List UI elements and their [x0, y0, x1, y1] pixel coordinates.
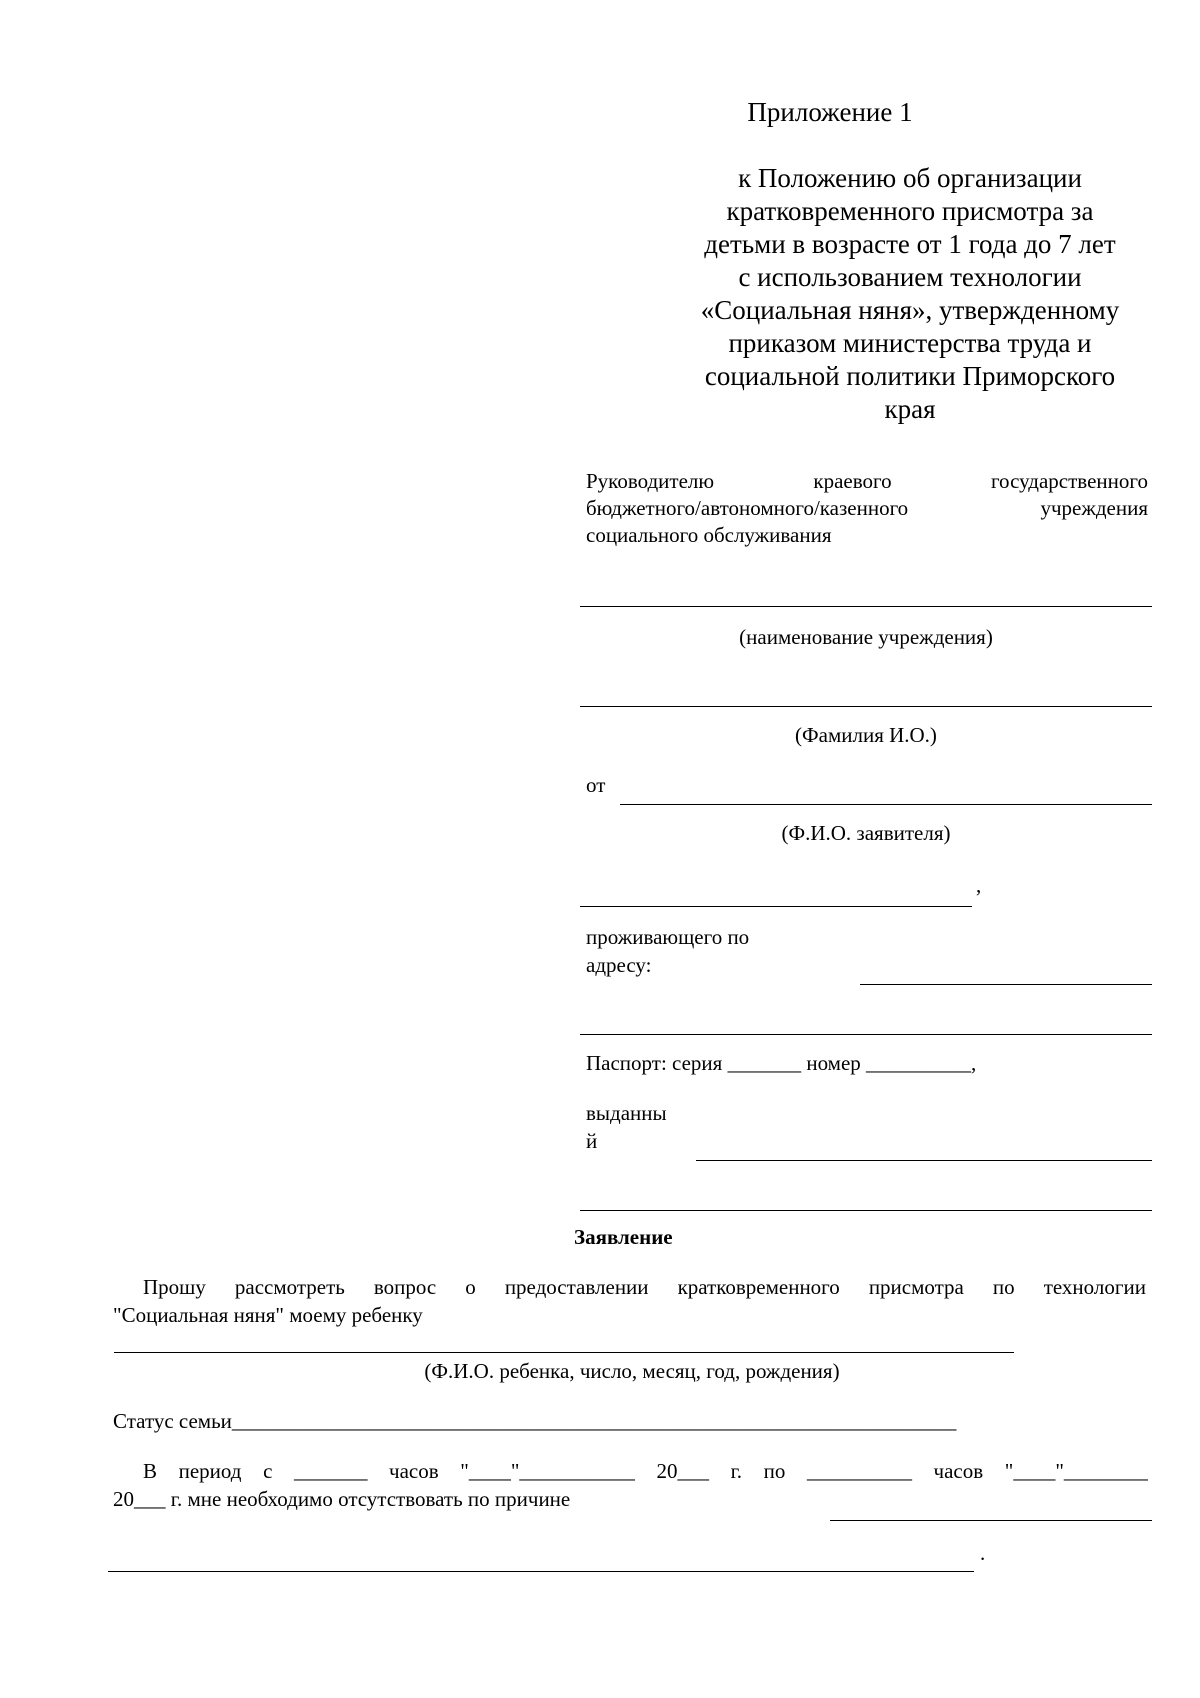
- statement-word: предоставлении: [504, 1275, 649, 1299]
- statement-heading-text: Заявление: [574, 1225, 673, 1249]
- absence-reason-field-1[interactable]: [830, 1520, 1152, 1521]
- director-name-caption: (Фамилия И.О.): [795, 723, 937, 747]
- period-word: по: [763, 1459, 786, 1483]
- addressee-word: учреждения: [1040, 496, 1148, 520]
- appendix-line-1: к Положению об организации: [738, 163, 1082, 193]
- appendix-line-2: кратковременного присмотра за: [726, 196, 1094, 226]
- addressee-line-3: социального обслуживания: [586, 523, 832, 547]
- issued-label-line-2: й: [586, 1129, 598, 1153]
- appendix-line-3: детьми в возрасте от 1 года до 7 лет: [704, 229, 1116, 259]
- family-status-label: Статус семьи: [113, 1409, 232, 1433]
- statement-word: рассмотреть: [234, 1275, 345, 1299]
- address-field-1[interactable]: [860, 984, 1152, 985]
- addressee-word: государственного: [990, 469, 1148, 493]
- address-field-2[interactable]: [580, 1034, 1152, 1035]
- period-word: часов: [933, 1459, 984, 1483]
- appendix-title: Приложение 1: [747, 97, 913, 127]
- director-name-field[interactable]: [580, 706, 1152, 707]
- statement-word: вопрос: [373, 1275, 437, 1299]
- family-status-row: [113, 1408, 956, 1434]
- residing-label-line-2: адресу:: [586, 953, 652, 977]
- statement-word: по: [992, 1275, 1015, 1299]
- issued-by-field-1[interactable]: [696, 1160, 1152, 1161]
- period-word: часов: [389, 1459, 439, 1483]
- period-word: с: [263, 1459, 273, 1483]
- appendix-line-6: приказом министерства труда и: [728, 328, 1092, 358]
- family-status-field[interactable]: _____________________________________________________________________: [231, 1409, 957, 1433]
- statement-para-line-2: "Социальная няня" моему ребенку: [113, 1303, 423, 1327]
- appendix-line-8: края: [884, 394, 936, 424]
- period-word: г.: [730, 1459, 743, 1483]
- addressee-line-1: [586, 468, 1148, 494]
- issued-by-field-2[interactable]: [580, 1210, 1152, 1211]
- period-end-date-field[interactable]: "____"________: [1004, 1459, 1148, 1483]
- addressee-word: бюджетного/автономного/казенного: [586, 496, 909, 520]
- applicant-caption: (Ф.И.О. заявителя): [781, 821, 951, 845]
- absence-reason-field-2[interactable]: [108, 1571, 974, 1572]
- institution-caption: (наименование учреждения): [739, 625, 993, 649]
- from-label: от: [586, 773, 606, 797]
- issued-label-line-1: выданны: [586, 1101, 667, 1125]
- passport-line: Паспорт: серия _______ номер __________,: [586, 1051, 977, 1075]
- child-details-field[interactable]: [114, 1352, 1014, 1353]
- statement-word: кратковременного: [677, 1275, 840, 1299]
- appendix-line-5: «Социальная няня», утвержденному: [700, 295, 1120, 325]
- applicant-name-field[interactable]: [620, 804, 1152, 805]
- statement-para-line-1: [143, 1274, 1146, 1300]
- appendix-line-7: социальной политики Приморского: [704, 361, 1116, 391]
- institution-name-field[interactable]: [580, 606, 1152, 607]
- statement-word: о: [465, 1275, 476, 1299]
- child-details-caption: (Ф.И.О. ребенка, число, месяц, год, рождения): [424, 1359, 840, 1383]
- statement-word: технологии: [1043, 1275, 1146, 1299]
- period-start-hour-field[interactable]: _______: [293, 1459, 368, 1483]
- period-word: В: [143, 1459, 158, 1483]
- statement-heading: [574, 1224, 673, 1250]
- appendix-line-4: с использованием технологии: [738, 262, 1082, 292]
- period-start-year-field[interactable]: 20___: [656, 1459, 709, 1483]
- residing-label-line-1: проживающего по: [586, 925, 750, 949]
- applicant-extra-field[interactable]: [580, 906, 972, 907]
- applicant-comma: ,: [976, 873, 982, 897]
- addressee-line-2: [586, 495, 1148, 521]
- addressee-word: краевого: [813, 469, 892, 493]
- statement-word: Прошу: [143, 1275, 206, 1299]
- addressee-word: Руководителю: [586, 469, 715, 493]
- period-end-hour-field[interactable]: __________: [806, 1459, 912, 1483]
- period-start-date-field[interactable]: "____"___________: [460, 1459, 635, 1483]
- statement-word: присмотра: [868, 1275, 964, 1299]
- period-word: период: [178, 1459, 242, 1483]
- period-line-1: [143, 1458, 1148, 1484]
- period-end-dot: .: [980, 1541, 986, 1565]
- period-line-2: 20___ г. мне необходимо отсутствовать по причине: [113, 1487, 571, 1511]
